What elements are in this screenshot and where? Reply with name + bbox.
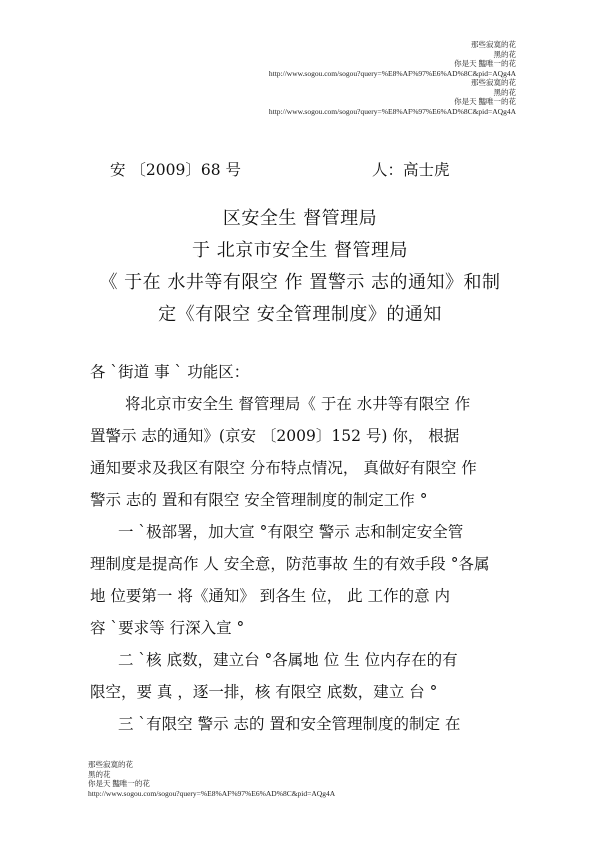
watermark-line: 黑的花 (493, 87, 516, 97)
paragraph-line: 二 `核 底数，建立台 °各属地 位 生 位内存在的有 (118, 651, 458, 669)
watermark-line: 你是天 豔唯一的花 (454, 97, 516, 106)
watermark-line: 那些寂寞的花 (88, 760, 133, 769)
watermark-line: 那些寂寞的花 (471, 40, 516, 49)
watermark-url: http://www.sogou.com/sogou?query=%E8%AF%97%E6%AD%8C&pid=AQg4A (88, 788, 336, 798)
paragraph-line: 三 `有限空 警示 志的 置和安全管理制度的制定 在 (118, 715, 461, 733)
paragraph-line: 理制度是提高作 人 安全意，防范事故 生的有效手段 °各属 (90, 555, 490, 573)
paragraph-line: 一 `极部署，加大宣 °有限空 警示 志和制定安全管 (118, 523, 464, 541)
paragraph-line: 容 `要求等 行深入宣 ° (90, 619, 245, 637)
title-line: 区安全生 督管理局 (222, 208, 378, 229)
paragraph-line: 置警示 志的通知》(京安 〔2009〕152 号) 你， 根据 (90, 427, 460, 445)
watermark-url: http://www.sogou.com/sogou?query=%E8%AF%97%E6%AD%8C&pid=AQg4A (268, 68, 516, 78)
paragraph-line: 警示 志的 置和有限空 安全管理制度的制定工作 ° (90, 491, 428, 509)
watermark-line: 你是天 豔唯一的花 (454, 59, 516, 68)
watermark-top (269, 40, 516, 116)
watermark-line: 那些寂寞的花 (471, 78, 516, 87)
watermark-line: 你是天 豔唯一的花 (88, 779, 150, 788)
watermark-url: http://www.sogou.com/sogou?query=%E8%AF%97%E6%AD%8C&pid=AQg4A (268, 106, 516, 116)
paragraph-line: 地 位要第一 将《通知》 到各生 位， 此 工作的意 内 (90, 587, 450, 605)
salutation: 各 `街道 事 ` 功能区： (90, 363, 250, 381)
title-line: 定《有限空 安全管理制度》的通知 (158, 304, 442, 325)
title-line: 于 北京市安全生 督管理局 (192, 240, 408, 261)
watermark-line: 黑的花 (88, 769, 111, 779)
paragraph-line: 限空，要 真 ，逐一排，核 有限空 底数，建立 台 ° (90, 683, 438, 701)
title-line: 《 于在 水井等有限空 作 置警示 志的通知》和制 (99, 272, 501, 293)
paragraph-line: 通知要求及我区有限空 分布特点情况， 真做好有限空 作 (90, 459, 477, 477)
signer: 人：高士虎 (372, 161, 450, 179)
document-number: 安 〔2009〕68 号 (110, 161, 242, 179)
watermark-line: 黑的花 (493, 49, 516, 59)
paragraph-line: 将北京市安全生 督管理局《 于在 水井等有限空 作 (125, 395, 471, 413)
watermark-bottom (88, 760, 335, 798)
